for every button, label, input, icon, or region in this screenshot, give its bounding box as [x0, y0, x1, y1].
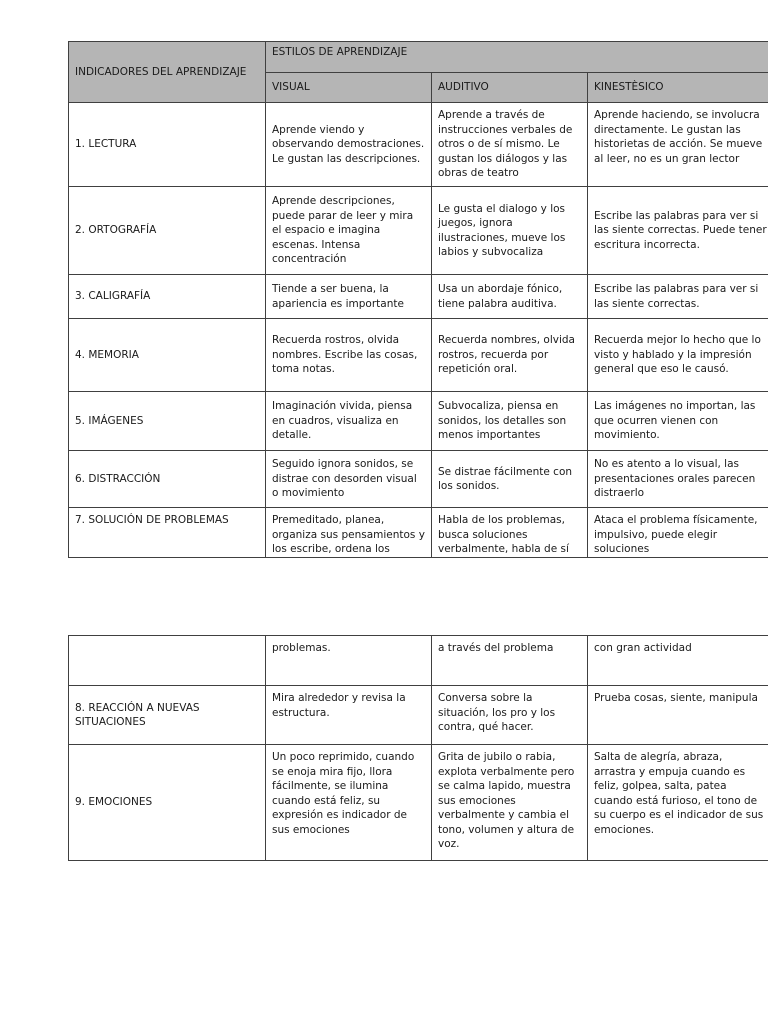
visual-cell: Mira alrededor y revisa la estructura.: [266, 686, 432, 745]
kinestesico-cell: Recuerda mejor lo hecho que lo visto y hablado y la impresión general que eso le causó.: [588, 319, 768, 392]
indicator-cell: 2. ORTOGRAFÍA: [69, 187, 266, 275]
auditivo-cell: Aprende a través de instrucciones verbales de otros o de sí mismo. Le gustan los diálogos y las obras de teatro: [432, 103, 588, 187]
table-row: [69, 745, 768, 861]
table-row: [69, 103, 768, 187]
visual-cell: Un poco reprimido, cuando se enoja mira fijo, llora fácilmente, se ilumina cuando está feliz, su expresión es indicador de sus emociones: [266, 745, 432, 861]
indicator-cell: 6. DISTRACCIÓN: [69, 451, 266, 508]
auditivo-header: AUDITIVO: [432, 73, 588, 103]
indicators-header: INDICADORES DEL APRENDIZAJE: [69, 42, 266, 103]
kinestesico-cell: Ataca el problema físicamente, impulsivo, puede elegir soluciones: [588, 508, 768, 558]
auditivo-cell: Se distrae fácilmente con los sonidos.: [432, 451, 588, 508]
indicator-cell: 7. SOLUCIÓN DE PROBLEMAS: [69, 508, 266, 558]
visual-cell: Imaginación vivida, piensa en cuadros, visualiza en detalle.: [266, 392, 432, 451]
table-row: [69, 187, 768, 275]
header-row-1: [69, 42, 768, 73]
learning-styles-table-page1: [68, 41, 768, 558]
visual-cell: Premeditado, planea, organiza sus pensamientos y los escribe, ordena los: [266, 508, 432, 558]
visual-header: VISUAL: [266, 73, 432, 103]
table-row: [69, 275, 768, 319]
kinestesico-cell: Escribe las palabras para ver si las siente correctas. Puede tener escritura incorrecta.: [588, 187, 768, 275]
kinestesico-cell: Escribe las palabras para ver si las siente correctas.: [588, 275, 768, 319]
auditivo-cell: Usa un abordaje fónico, tiene palabra auditiva.: [432, 275, 588, 319]
indicator-cell: 9. EMOCIONES: [69, 745, 266, 861]
table-row: [69, 686, 768, 745]
indicator-cell: [69, 636, 266, 686]
indicator-cell: 8. REACCIÓN A NUEVAS SITUACIONES: [69, 686, 266, 745]
indicator-cell: 3. CALIGRAFÍA: [69, 275, 266, 319]
table-row: [69, 451, 768, 508]
kinestesico-cell: Las imágenes no importan, las que ocurren vienen con movimiento.: [588, 392, 768, 451]
table-row: [69, 636, 768, 686]
table-row: [69, 508, 768, 558]
auditivo-cell: Grita de jubilo o rabia, explota verbalmente pero se calma lapido, muestra sus emociones verbalmente y cambia el tono, volumen y altura de voz.: [432, 745, 588, 861]
kinestesico-cell: No es atento a lo visual, las presentaciones orales parecen distraerlo: [588, 451, 768, 508]
kinestesico-cell: Prueba cosas, siente, manipula: [588, 686, 768, 745]
indicator-cell: 1. LECTURA: [69, 103, 266, 187]
table-row: [69, 392, 768, 451]
visual-cell: problemas.: [266, 636, 432, 686]
indicator-cell: 4. MEMORIA: [69, 319, 266, 392]
auditivo-cell: Le gusta el dialogo y los juegos, ignora ilustraciones, mueve los labios y subvocaliza: [432, 187, 588, 275]
visual-cell: Recuerda rostros, olvida nombres. Escribe las cosas, toma notas.: [266, 319, 432, 392]
learning-styles-table-page2: [68, 635, 768, 861]
kinestesico-cell: Salta de alegría, abraza, arrastra y empuja cuando es feliz, golpea, salta, patea cuando está furioso, el tono de su cuerpo es el indicador de sus emociones.: [588, 745, 768, 861]
table-row: [69, 319, 768, 392]
auditivo-cell: Recuerda nombres, olvida rostros, recuerda por repetición oral.: [432, 319, 588, 392]
auditivo-cell: Habla de los problemas, busca soluciones verbalmente, habla de sí: [432, 508, 588, 558]
auditivo-cell: Subvocaliza, piensa en sonidos, los detalles son menos importantes: [432, 392, 588, 451]
kinestesico-header: KINESTÈSICO: [588, 73, 768, 103]
visual-cell: Tiende a ser buena, la apariencia es importante: [266, 275, 432, 319]
visual-cell: Seguido ignora sonidos, se distrae con desorden visual o movimiento: [266, 451, 432, 508]
auditivo-cell: Conversa sobre la situación, los pro y los contra, qué hacer.: [432, 686, 588, 745]
auditivo-cell: a través del problema: [432, 636, 588, 686]
kinestesico-cell: con gran actividad: [588, 636, 768, 686]
indicator-cell: 5. IMÁGENES: [69, 392, 266, 451]
kinestesico-cell: Aprende haciendo, se involucra directamente. Le gustan las historietas de acción. Se mueve al leer, no es un gran lector: [588, 103, 768, 187]
learning-styles-header: ESTILOS DE APRENDIZAJE: [266, 42, 768, 73]
visual-cell: Aprende descripciones, puede parar de leer y mira el espacio e imagina escenas. Intensa concentración: [266, 187, 432, 275]
visual-cell: Aprende viendo y observando demostraciones. Le gustan las descripciones.: [266, 103, 432, 187]
